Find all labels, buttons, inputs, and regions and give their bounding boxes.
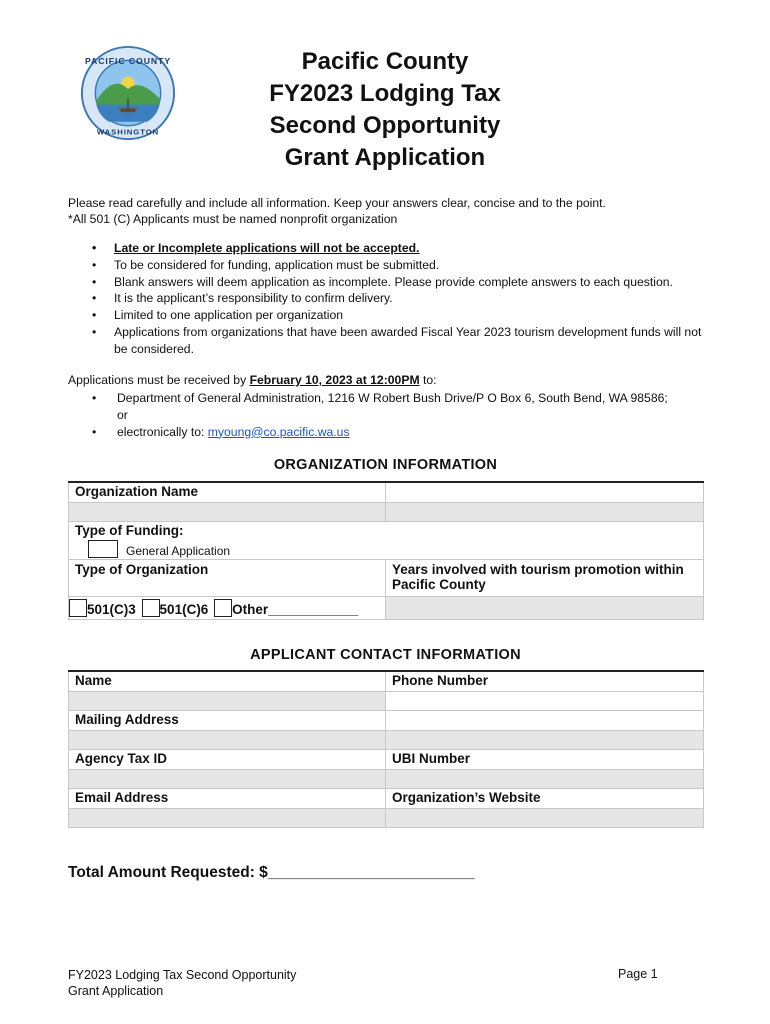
footer-line-2: Grant Application xyxy=(68,984,164,998)
ubi-label: UBI Number xyxy=(386,750,704,770)
org-type-label: Type of Organization xyxy=(69,560,386,597)
title-line-1: Pacific County xyxy=(301,48,469,75)
mailing-address-label: Mailing Address xyxy=(69,711,386,731)
mailing-address-input-2[interactable] xyxy=(386,731,704,750)
page-footer xyxy=(68,967,296,999)
years-tourism-label: Years involved with tourism promotion within Pacific County xyxy=(386,560,704,597)
email-input[interactable] xyxy=(69,809,386,828)
submission-deadline: Applications must be received by February 10, 2023 at 12:00PM to: xyxy=(68,373,437,387)
title-line-4: Grant Application xyxy=(284,144,486,171)
website-label: Organization’s Website xyxy=(386,789,704,809)
svg-text:WASHINGTON: WASHINGTON xyxy=(96,127,160,137)
funding-type-label: Type of Funding: xyxy=(75,523,184,538)
submission-email-link[interactable]: myoung@co.pacific.wa.us xyxy=(207,424,350,439)
org-name-blank xyxy=(386,482,704,503)
rule-item: • Late or Incomplete applications will not be accepted. xyxy=(92,240,712,257)
org-name-label: Organization Name xyxy=(69,482,386,503)
label-501c6: 501(C)6 xyxy=(159,602,209,617)
document-title xyxy=(200,46,570,174)
pacific-county-seal xyxy=(80,45,176,141)
org-name-input[interactable] xyxy=(69,503,386,522)
svg-text:PACIFIC COUNTY: PACIFIC COUNTY xyxy=(84,56,172,67)
org-type-options xyxy=(69,597,386,620)
years-tourism-input[interactable] xyxy=(386,597,704,620)
org-section-heading: ORGANIZATION INFORMATION xyxy=(273,457,498,473)
mail-address-item: • Department of General Administration, 1216 W Robert Bush Drive/P O Box 6, South Bend, WA 98586; or xyxy=(92,390,712,424)
title-line-3: Second Opportunity xyxy=(269,112,501,139)
funding-type-cell xyxy=(69,522,704,560)
intro-instructions: Please read carefully and include all information. Keep your answers clear, concise and to the point. xyxy=(68,196,606,210)
or-text: or xyxy=(117,407,128,422)
general-application-label: General Application xyxy=(126,544,231,558)
contact-info-table xyxy=(68,670,704,828)
tax-id-input[interactable] xyxy=(69,770,386,789)
intro-nonprofit-note: *All 501 (C) Applicants must be named nonprofit organization xyxy=(68,212,398,226)
contact-section-heading: APPLICANT CONTACT INFORMATION xyxy=(250,647,521,663)
deadline-date: February 10, 2023 at 12:00PM xyxy=(249,373,420,387)
rule-item: • To be considered for funding, application must be submitted. xyxy=(92,257,712,274)
title-line-2: FY2023 Lodging Tax xyxy=(269,80,501,107)
label-501c3: 501(C)3 xyxy=(87,602,136,617)
name-input[interactable] xyxy=(69,692,386,711)
name-label: Name xyxy=(69,671,386,692)
phone-label: Phone Number xyxy=(386,671,704,692)
rule-item: • Limited to one application per organization xyxy=(92,307,712,324)
footer-line-1: FY2023 Lodging Tax Second Opportunity xyxy=(68,968,297,982)
phone-input[interactable] xyxy=(386,692,704,711)
tax-id-label: Agency Tax ID xyxy=(69,750,386,770)
label-other: Other____________ xyxy=(232,602,359,617)
email-item: • electronically to: myoung@co.pacific.wa.us xyxy=(92,424,712,441)
rule-item: • Applications from organizations that have been awarded Fiscal Year 2023 tourism development funds will not be considered. xyxy=(92,324,712,358)
general-application-checkbox[interactable] xyxy=(88,540,118,558)
submission-methods-list xyxy=(92,390,712,440)
rule-item: • It is the applicant’s responsibility to confirm delivery. xyxy=(92,290,712,307)
checkbox-501c6[interactable] xyxy=(142,599,160,617)
org-name-blank-shade xyxy=(386,503,704,522)
mailing-address-input[interactable] xyxy=(69,731,386,750)
application-rules-list xyxy=(92,240,712,358)
email-label: Email Address xyxy=(69,789,386,809)
page-number: Page 1 xyxy=(618,967,658,981)
total-amount-requested: Total Amount Requested: $________________________ xyxy=(68,864,475,881)
website-input[interactable] xyxy=(386,809,704,828)
checkbox-other[interactable] xyxy=(214,599,232,617)
rule-item: • Blank answers will deem application as incomplete. Please provide complete answers to each question. xyxy=(92,274,712,291)
mailing-address-blank xyxy=(386,711,704,731)
ubi-input[interactable] xyxy=(386,770,704,789)
checkbox-501c3[interactable] xyxy=(69,599,87,617)
general-application-option xyxy=(75,540,697,558)
organization-info-table xyxy=(68,481,704,620)
